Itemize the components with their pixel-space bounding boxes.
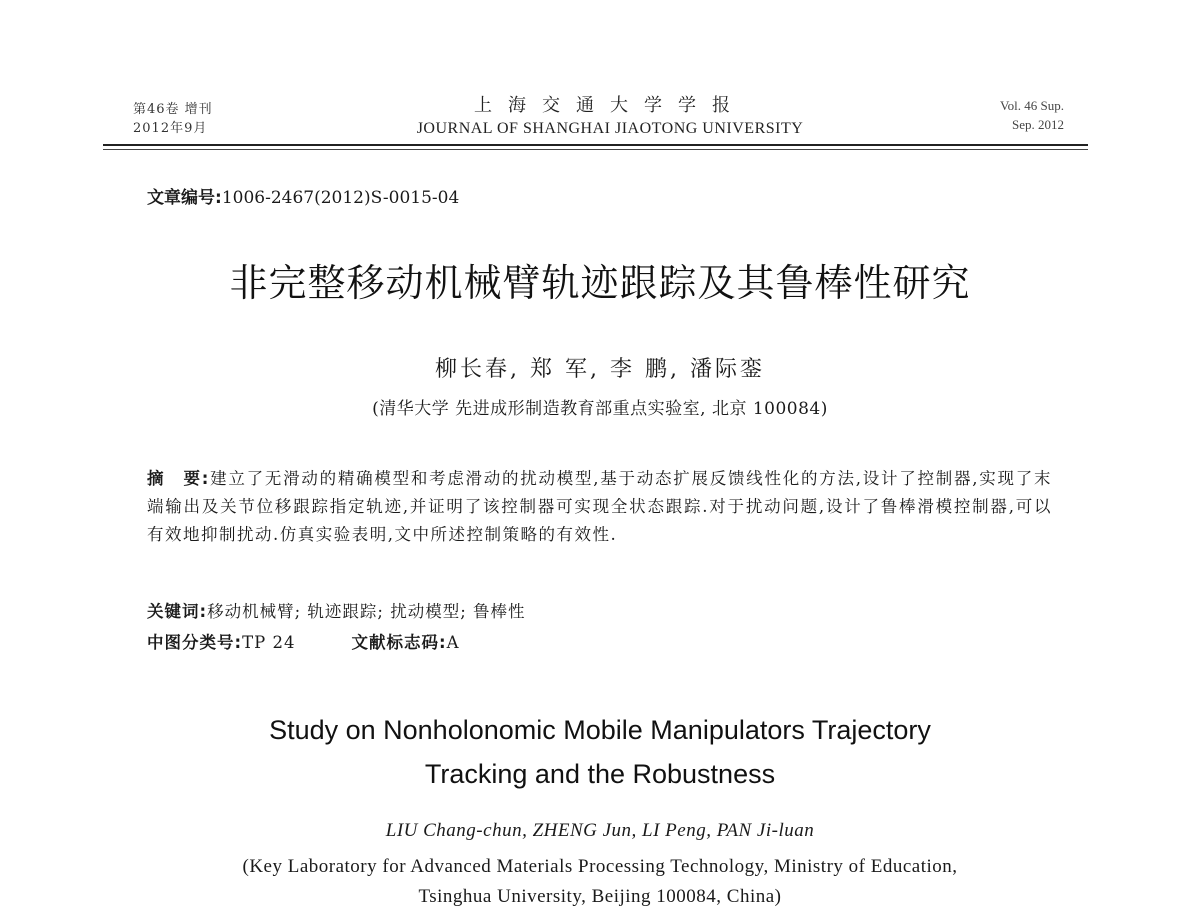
keywords-label: 关键词: (147, 602, 208, 621)
affiliation-en-line1: (Key Laboratory for Advanced Materials Processing Technology, Ministry of Education, (242, 856, 958, 877)
paper-title-en-line2: Tracking and the Robustness (424, 759, 776, 789)
issue-info (133, 100, 213, 138)
document-code-label: 文献标志码: (351, 633, 447, 652)
journal-name-cn: 上海交通大学学报 (474, 95, 746, 116)
abstract-cn (147, 465, 1052, 549)
classification-label: 中图分类号: (147, 633, 243, 652)
affiliation-cn: (清华大学 先进成形制造教育部重点实验室, 北京 100084) (372, 399, 828, 419)
article-number-value: 1006-2467(2012)S-0015-04 (221, 188, 460, 208)
journal-masthead (330, 94, 890, 140)
paper-title-en-line1: Study on Nonholonomic Mobile Manipulators Trajectory (269, 715, 931, 745)
keywords-text: 移动机械臂; 轨迹跟踪; 扰动模型; 鲁棒性 (207, 602, 526, 621)
article-number (147, 183, 459, 208)
volume-info-en (1000, 96, 1064, 134)
keywords-cn (147, 598, 526, 622)
paper-title-en (0, 708, 1200, 796)
journal-name-en: JOURNAL OF SHANGHAI JIAOTONG UNIVERSITY (416, 120, 804, 137)
volume-en: Vol. 46 Sup. (999, 98, 1064, 113)
abstract-label: 摘 要: (147, 469, 210, 488)
affiliation-en-line2: Tsinghua University, Beijing 100084, China) (418, 886, 782, 907)
abstract-text: 建立了无滑动的精确模型和考虑滑动的扰动模型,基于动态扩展反馈线性化的方法,设计了控制器,实现了末端输出及关节位移跟踪指定轨迹,并证明了该控制器可实现全状态跟踪.对于扰动问题,设计了鲁棒滑模控制器,可以有效地抑制扰动.仿真实验表明,文中所述控制策略的有效性. (147, 469, 1052, 544)
publication-date: 2012年9月 (133, 121, 208, 136)
date-en: Sep. 2012 (1012, 117, 1064, 132)
document-code-value: A (446, 633, 460, 652)
classification-value: TP 24 (242, 633, 296, 652)
affiliation-en (0, 852, 1200, 912)
header-rule-thick (103, 144, 1088, 146)
header-rule-thin (103, 149, 1088, 150)
authors-cn: 柳长春, 郑 军, 李 鹏, 潘际銮 (435, 357, 765, 382)
paper-title-cn: 非完整移动机械臂轨迹跟踪及其鲁棒性研究 (229, 261, 971, 305)
authors-en: LIU Chang-chun, ZHENG Jun, LI Peng, PAN Ji-luan (385, 820, 815, 841)
article-number-label: 文章编号: (147, 188, 222, 208)
volume-issue: 第46卷 增刊 (133, 102, 213, 117)
classification-line (147, 629, 460, 653)
